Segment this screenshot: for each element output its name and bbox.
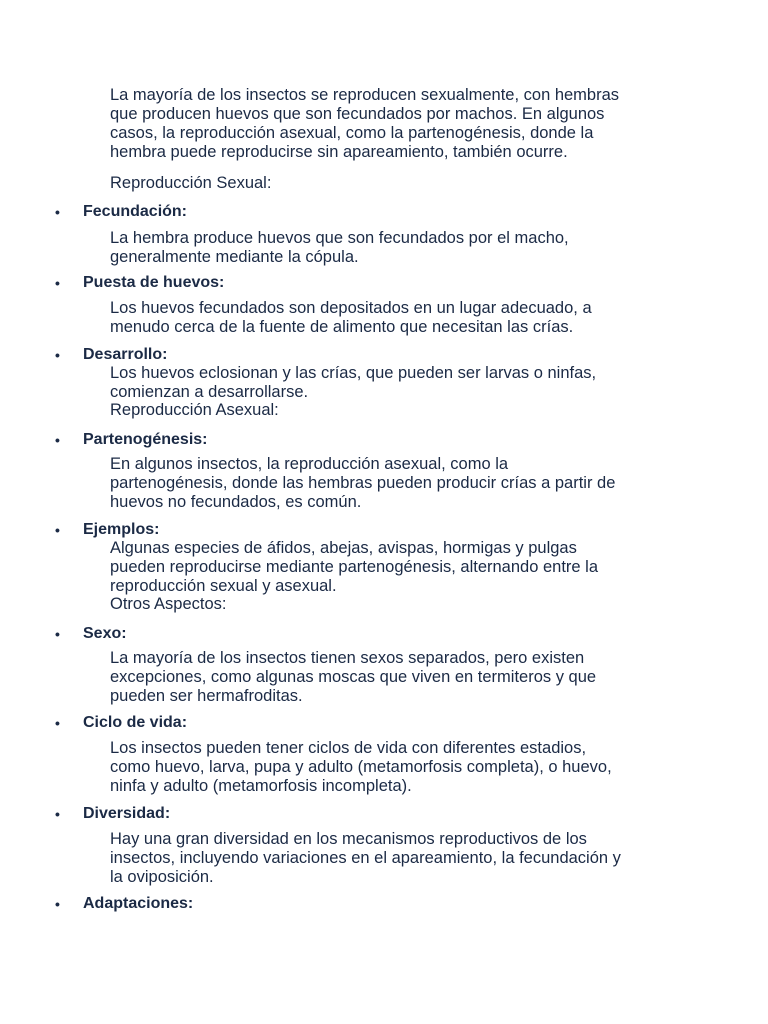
intro-paragraph: La mayoría de los insectos se reproducen sexualmente, con hembras que producen huevos que son fecundados por machos. En algunos casos, la reproducción asexual, como la partenogénesis, donde la hembra puede reproducirse sin apareamiento, también ocurre. xyxy=(110,86,620,161)
item-heading-adaptaciones: Adaptaciones: xyxy=(83,895,194,912)
bullet-marker: • xyxy=(55,432,60,448)
section-heading-sexual: Reproducción Sexual: xyxy=(110,174,272,192)
item-text-fecundacion: La hembra produce huevos que son fecundados por el macho, generalmente mediante la cópula. xyxy=(110,229,569,266)
item-text-diversidad: Hay una gran diversidad en los mecanismos reproductivos de los insectos, incluyendo variaciones en el apareamiento, la fecundación y la oviposición. xyxy=(110,830,621,886)
item-heading-puesta: Puesta de huevos: xyxy=(83,274,225,291)
item-heading-fecundacion: Fecundación: xyxy=(83,203,188,220)
item-text-ejemplos: Algunas especies de áfidos, abejas, avispas, hormigas y pulgas pueden reproducirse mediante partenogénesis, alternando entre la reproducción sexual y asexual. xyxy=(110,539,598,595)
item-heading-partenogenesis: Partenogénesis: xyxy=(83,431,208,448)
item-text-partenogenesis: En algunos insectos, la reproducción asexual, como la partenogénesis, donde las hembras pueden producir crías a partir de huevos no fecundados, es común. xyxy=(110,455,616,511)
item-heading-diversidad: Diversidad: xyxy=(83,805,171,822)
bullet-marker: • xyxy=(55,522,60,538)
item-heading-ciclo-de-vida: Ciclo de vida: xyxy=(83,714,188,731)
section-heading-otros: Otros Aspectos: xyxy=(110,595,227,613)
section-heading-asexual: Reproducción Asexual: xyxy=(110,401,279,419)
bullet-marker: • xyxy=(55,806,60,822)
item-heading-sexo: Sexo: xyxy=(83,625,127,642)
item-text-desarrollo: Los huevos eclosionan y las crías, que pueden ser larvas o ninfas, comienzan a desarrollarse. xyxy=(110,364,597,401)
item-text-ciclo-de-vida: Los insectos pueden tener ciclos de vida con diferentes estadios, como huevo, larva, pupa y adulto (metamorfosis completa), o huevo, ninfa y adulto (metamorfosis incompleta). xyxy=(110,739,612,795)
item-heading-desarrollo: Desarrollo: xyxy=(83,346,168,363)
bullet-marker: • xyxy=(55,204,60,220)
item-text-puesta: Los huevos fecundados son depositados en un lugar adecuado, a menudo cerca de la fuente de alimento que necesitan las crías. xyxy=(110,299,592,336)
bullet-marker: • xyxy=(55,896,60,912)
bullet-marker: • xyxy=(55,715,60,731)
item-heading-ejemplos: Ejemplos: xyxy=(83,521,160,538)
item-text-sexo: La mayoría de los insectos tienen sexos separados, pero existen excepciones, como algunas moscas que viven en termiteros y que pueden ser hermafroditas. xyxy=(110,649,597,705)
bullet-marker: • xyxy=(55,626,60,642)
bullet-marker: • xyxy=(55,347,60,363)
bullet-marker: • xyxy=(55,275,60,291)
